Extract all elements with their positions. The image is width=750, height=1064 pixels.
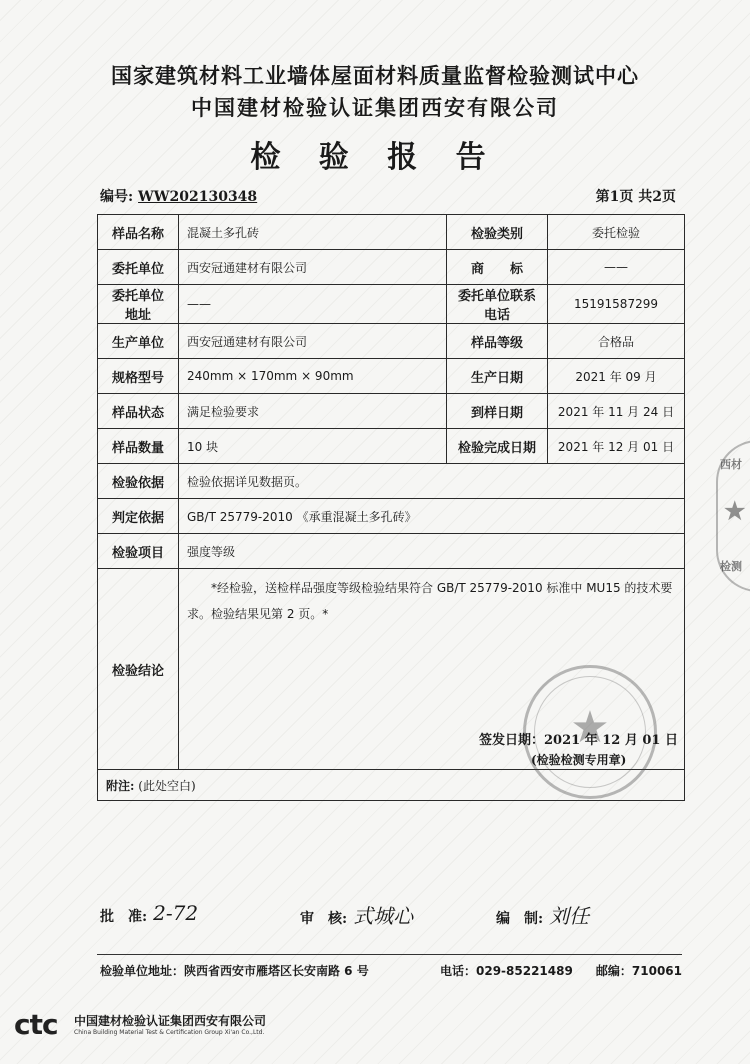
sample-quantity-value: 10 块 [179, 429, 447, 464]
finish-date-label: 检验完成日期 [447, 429, 548, 464]
org-name-line2: 中国建材检验认证集团西安有限公司 [191, 95, 559, 120]
client-label: 委托单位 [98, 250, 179, 285]
note-value: (此处空白) [138, 778, 196, 793]
footer-address: 检验单位地址：陕西省西安市雁塔区长安南路 6 号 [100, 964, 369, 978]
production-date-value: 2021 年 09 月 [548, 359, 685, 394]
finish-date-value: 2021 年 12 月 01 日 [548, 429, 685, 464]
reviewer-signature: 式城心 [353, 904, 414, 928]
test-type-value: 委托检验 [548, 215, 685, 250]
reviewer-label: 审 核: [300, 910, 348, 927]
arrival-date-label: 到样日期 [447, 394, 548, 429]
table-row [98, 250, 685, 285]
test-items-value: 强度等级 [179, 534, 685, 569]
client-phone-label: 委托单位联系电话 [447, 285, 548, 324]
conclusion-cell [179, 569, 685, 770]
sample-quantity-label: 样品数量 [98, 429, 179, 464]
test-items-label: 检验项目 [98, 534, 179, 569]
report-table [97, 214, 685, 801]
judgement-basis-label: 判定依据 [98, 499, 179, 534]
table-row [98, 359, 685, 394]
client-address-value: —— [179, 285, 447, 324]
compiler-signature: 刘任 [549, 904, 590, 928]
logo-company-en: China Building Material Test & Certification Group Xi'an Co.,Ltd. [74, 1029, 265, 1036]
conclusion-text: *经检验，送检样品强度等级检验结果符合 GB/T 25779-2010 标准中 MU15 的技术要求。检验结果见第 2 页。* [187, 581, 673, 621]
trademark-label: 商 标 [447, 250, 548, 285]
sample-state-value: 满足检验要求 [179, 394, 447, 429]
production-date-label: 生产日期 [447, 359, 548, 394]
test-type-label: 检验类别 [447, 215, 548, 250]
side-seal [716, 440, 750, 592]
seal-label: (检验检测专用章) [531, 753, 627, 767]
page-indicator: 第1页 共2页 [595, 189, 676, 205]
sample-state-label: 样品状态 [98, 394, 179, 429]
footer-zip: 邮编：710061 [595, 964, 682, 978]
ctc-logo: ctc [14, 1008, 58, 1041]
client-address-label: 委托单位地址 [98, 285, 179, 324]
star-icon: ★ [724, 496, 746, 525]
arrival-date-value: 2021 年 11 月 24 日 [548, 394, 685, 429]
report-number-value: WW202130348 [138, 189, 258, 205]
logo-company-cn: 中国建材检验认证集团西安有限公司 [74, 1014, 267, 1028]
spec-value: 240mm × 170mm × 90mm [179, 359, 447, 394]
table-row [98, 534, 685, 569]
table-row [98, 285, 685, 324]
table-row [98, 499, 685, 534]
side-seal-bottom-text: 检测 [720, 560, 742, 573]
issue-date: 签发日期：2021 年 12 月 01 日 [479, 733, 678, 748]
producer-value: 西安冠通建材有限公司 [179, 324, 447, 359]
table-row [98, 215, 685, 250]
compiler-label: 编 制: [496, 910, 544, 927]
compiler [496, 906, 589, 929]
judgement-basis-value: GB/T 25779-2010 《承重混凝土多孔砖》 [179, 499, 685, 534]
org-name-line1: 国家建筑材料工业墙体屋面材料质量监督检验测试中心 [111, 63, 639, 88]
grade-label: 样品等级 [447, 324, 548, 359]
sample-name-value: 混凝土多孔砖 [179, 215, 447, 250]
approver-label: 批 准: [100, 909, 148, 925]
approver-signature: 2-72 [153, 901, 199, 925]
client-value: 西安冠通建材有限公司 [179, 250, 447, 285]
report-number-label: 编号: [100, 189, 134, 205]
test-basis-label: 检验依据 [98, 464, 179, 499]
table-row [98, 394, 685, 429]
star-icon: ★ [570, 701, 610, 753]
spec-label: 规格型号 [98, 359, 179, 394]
table-row [98, 429, 685, 464]
test-basis-value: 检验依据详见数据页。 [179, 464, 685, 499]
table-row [98, 324, 685, 359]
side-seal-top-text: 西材 [720, 458, 742, 471]
table-row [98, 569, 685, 770]
note-label: 附注: [106, 778, 135, 793]
trademark-value: —— [548, 250, 685, 285]
table-row [98, 464, 685, 499]
footer-divider [97, 954, 682, 955]
client-phone-value: 15191587299 [548, 285, 685, 324]
report-title: 检 验 报 告 [250, 140, 500, 175]
conclusion-label: 检验结论 [98, 569, 179, 770]
producer-label: 生产单位 [98, 324, 179, 359]
footer-phone: 电话：029-85221489 [440, 964, 573, 978]
approver [100, 901, 199, 926]
report-number [100, 186, 257, 206]
grade-value: 合格品 [548, 324, 685, 359]
reviewer [300, 906, 413, 929]
sample-name-label: 样品名称 [98, 215, 179, 250]
